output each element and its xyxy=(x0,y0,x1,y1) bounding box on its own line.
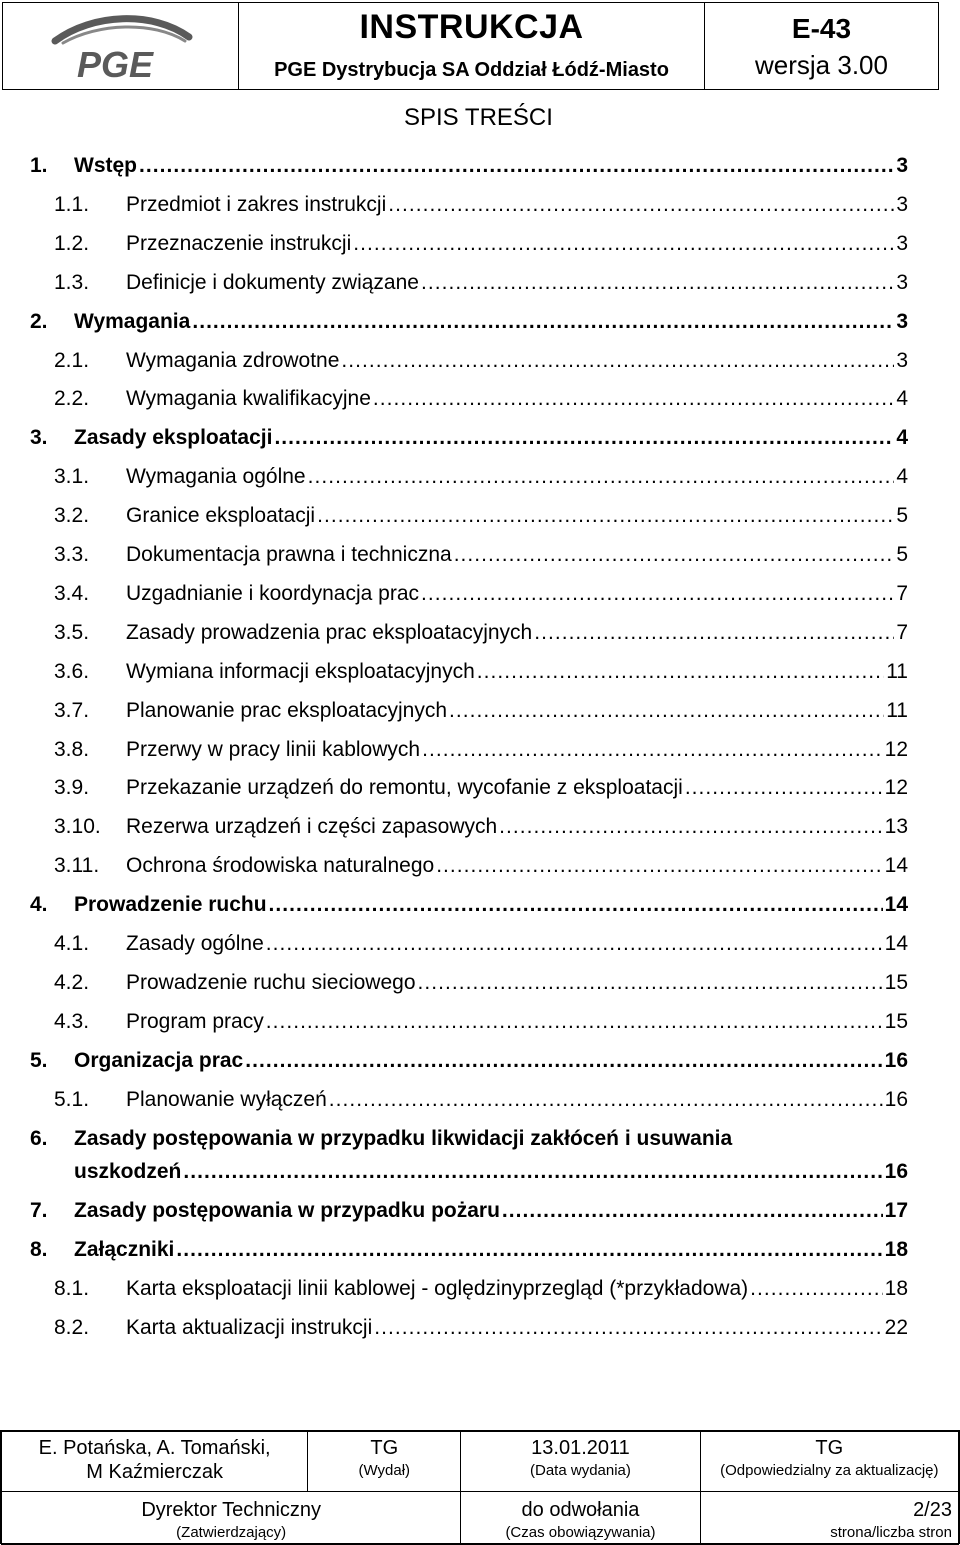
toc-entry-number: 3.8. xyxy=(54,737,90,761)
document-footer xyxy=(0,1430,960,1544)
footer-authors xyxy=(2,1432,308,1492)
toc-leader-dots xyxy=(245,1049,882,1073)
toc-entry-number: 6. xyxy=(30,1126,48,1150)
toc-entry-page: 3 xyxy=(896,231,908,255)
toc-entry-title: Ochrona środowiska naturalnego xyxy=(126,854,435,878)
toc-entry-page: 16 xyxy=(884,1160,908,1184)
toc-entry-title: Granice eksploatacji xyxy=(126,504,316,528)
toc-entry-number: 2. xyxy=(30,309,48,333)
toc-entry-title: Wstęp xyxy=(74,154,137,177)
toc-entry-number: 3.11. xyxy=(54,854,100,878)
toc-entry[interactable] xyxy=(0,1312,960,1344)
toc-entry-title: Rezerwa urządzeń i części zapasowych xyxy=(126,815,498,839)
footer-issue-date-label: (Data wydania) xyxy=(530,1462,631,1479)
toc-leader-dots xyxy=(266,932,883,956)
toc-entry-page: 22 xyxy=(884,1315,908,1339)
toc-leader-dots xyxy=(421,271,894,295)
footer-responsible-label: (Odpowiedzialny za aktualizację) xyxy=(720,1462,939,1479)
toc-entry-page: 3 xyxy=(896,154,908,177)
toc-entry-number: 3.7. xyxy=(54,698,90,722)
toc-entry-title-continued: uszkodzeń xyxy=(74,1160,182,1184)
footer-validity: do odwołania xyxy=(521,1499,640,1521)
footer-approver: Dyrektor Techniczny xyxy=(141,1499,322,1521)
toc-entry-page: 18 xyxy=(884,1277,908,1301)
toc-entry-title: Planowanie wyłączeń xyxy=(126,1087,327,1111)
footer-issue-date: 13.01.2011 xyxy=(531,1437,630,1459)
toc-entry-number: 1. xyxy=(30,154,48,177)
toc-entry-page: 3 xyxy=(896,192,908,216)
footer-authors-line2: M Kaźmierczak xyxy=(86,1461,223,1483)
pge-logo xyxy=(3,3,239,89)
toc-entry-title: Wymagania ogólne xyxy=(126,465,306,489)
toc-entry-number: 1.1. xyxy=(54,192,90,216)
toc-entry[interactable] xyxy=(0,422,960,454)
toc-entry-page: 12 xyxy=(884,737,908,761)
document-title: INSTRUKCJA xyxy=(359,8,584,46)
toc-entry[interactable] xyxy=(0,889,960,921)
toc-leader-dots xyxy=(139,154,894,178)
toc-entry-title: Zasady postępowania w przypadku likwidacji zakłóceń i usuwania xyxy=(74,1126,733,1150)
toc-entry[interactable] xyxy=(0,617,960,649)
organization-name: PGE Dystrybucja SA Oddział Łódź-Miasto xyxy=(274,59,669,81)
toc-entry-title: Organizacja prac xyxy=(74,1048,244,1072)
toc-entry[interactable] xyxy=(0,228,960,260)
toc-entry[interactable] xyxy=(0,811,960,843)
toc-entry[interactable] xyxy=(0,967,960,999)
footer-page-info-label: strona/liczba stron xyxy=(830,1524,952,1541)
toc-entry[interactable] xyxy=(0,500,960,532)
toc-entry-page: 4 xyxy=(896,465,908,489)
footer-approver-label: (Zatwierdzający) xyxy=(176,1524,287,1541)
toc-title: SPIS TREŚCI xyxy=(404,104,553,131)
toc-entry[interactable] xyxy=(0,772,960,804)
toc-entry[interactable] xyxy=(0,150,960,182)
toc-entry-number: 3.10. xyxy=(54,815,101,839)
document-code: E-43 xyxy=(791,13,852,44)
toc-leader-dots xyxy=(269,893,883,917)
toc-leader-dots xyxy=(274,426,894,450)
toc-entry-page: 15 xyxy=(884,1009,908,1033)
toc-entry-page: 12 xyxy=(884,776,908,800)
toc-entry-title: Wymagania kwalifikacyjne xyxy=(126,387,371,411)
toc-entry-number: 1.3. xyxy=(54,270,90,294)
toc-entry-page: 4 xyxy=(896,426,908,450)
toc-leader-dots xyxy=(266,1010,883,1034)
toc-entry[interactable] xyxy=(0,1234,960,1266)
toc-entry-number: 2.1. xyxy=(54,348,90,372)
toc-entry-page: 11 xyxy=(886,698,908,722)
toc-entry[interactable] xyxy=(0,383,960,415)
toc-entry-title: Prowadzenie ruchu sieciowego xyxy=(126,970,416,994)
footer-authors-line1: E. Potańska, A. Tomański, xyxy=(38,1437,271,1459)
toc-entry[interactable] xyxy=(0,1123,960,1155)
toc-leader-dots xyxy=(422,738,883,762)
toc-entry[interactable] xyxy=(0,928,960,960)
toc-leader-dots xyxy=(317,504,894,528)
toc-entry-title: Uzgadnianie i koordynacja prac xyxy=(126,581,420,605)
toc-entry-title: Dokumentacja prawna i techniczna xyxy=(126,543,452,566)
toc-entry-title: Karta eksploatacji linii kablowej - oględzinyprzegląd (*przykładowa) xyxy=(126,1277,749,1301)
toc-entry-title: Przeznaczenie instrukcji xyxy=(126,231,352,255)
toc-entry-title: Zasady eksploatacji xyxy=(74,426,273,450)
toc-entry-title: Przekazanie urządzeń do remontu, wycofanie z eksploatacji xyxy=(126,776,683,800)
footer-responsible: TG xyxy=(815,1437,844,1459)
toc-entry-page: 3 xyxy=(896,309,908,333)
toc-entry[interactable] xyxy=(0,461,960,493)
logo-text: PGE xyxy=(77,44,154,85)
toc-entry-number: 3.4. xyxy=(54,581,90,605)
toc-entry-number: 3.5. xyxy=(54,620,90,644)
toc-entry-page: 5 xyxy=(896,543,908,566)
toc-leader-dots xyxy=(685,776,883,800)
toc-entry[interactable] xyxy=(0,656,960,688)
toc-entry-number: 8.1. xyxy=(54,1277,90,1301)
toc-entry-page: 14 xyxy=(884,854,908,878)
toc-entry-number: 3.9. xyxy=(54,776,90,800)
toc-entry[interactable] xyxy=(0,578,960,610)
toc-leader-dots xyxy=(454,543,895,567)
toc-entry-title: Wymiana informacji eksploatacyjnych xyxy=(126,659,475,683)
toc-leader-dots xyxy=(421,582,894,606)
toc-entry-page: 16 xyxy=(884,1048,908,1072)
toc-leader-dots xyxy=(534,621,894,645)
toc-leader-dots xyxy=(388,193,894,217)
toc-entry[interactable] xyxy=(0,267,960,299)
pge-logo-icon xyxy=(3,3,238,89)
toc-entry-page: 14 xyxy=(884,893,908,917)
toc-entry-page: 3 xyxy=(896,270,908,294)
toc-entry[interactable] xyxy=(0,189,960,221)
toc-entry-number: 5.1. xyxy=(54,1087,90,1111)
toc-entry-page: 13 xyxy=(884,815,908,839)
toc-entry-number: 3.2. xyxy=(54,504,90,528)
toc-entry-title: Zasady ogólne xyxy=(126,932,264,955)
toc-leader-dots xyxy=(449,699,884,723)
toc-entry-continuation[interactable] xyxy=(0,1156,960,1188)
toc-entry-number: 4.3. xyxy=(54,1009,90,1033)
toc-entry-number: 3. xyxy=(30,426,48,450)
toc-entry-number: 5. xyxy=(30,1048,48,1072)
toc-entry-page: 4 xyxy=(896,387,908,411)
toc-entry-title: Wymagania zdrowotne xyxy=(126,348,340,372)
document-header xyxy=(2,2,939,90)
footer-issued-by-label: (Wydał) xyxy=(358,1462,411,1479)
toc-leader-dots xyxy=(750,1277,883,1301)
toc-leader-dots xyxy=(329,1088,883,1112)
toc-entry-number: 3.3. xyxy=(54,543,90,566)
toc-entry-title: Zasady postępowania w przypadku pożaru xyxy=(74,1199,500,1223)
toc-leader-dots xyxy=(499,815,882,839)
toc-entry-page: 7 xyxy=(896,581,908,605)
toc-entry-title: Wymagania xyxy=(74,309,191,333)
toc-entry[interactable] xyxy=(0,850,960,882)
toc-leader-dots xyxy=(374,1316,882,1340)
toc-leader-dots xyxy=(341,349,894,373)
toc-entry-number: 4.2. xyxy=(54,970,90,994)
toc-entry-title: Przerwy w pracy linii kablowych xyxy=(126,737,421,761)
toc-entry-page: 7 xyxy=(896,620,908,644)
footer-issued-by: TG xyxy=(370,1437,399,1459)
toc-entry-number: 7. xyxy=(30,1199,48,1223)
toc-entry-page: 16 xyxy=(884,1087,908,1111)
toc-entry-page: 14 xyxy=(884,932,908,955)
toc-entry-number: 8.2. xyxy=(54,1315,90,1339)
toc-entry-number: 3.1. xyxy=(54,465,90,489)
toc-entry-title: Program pracy xyxy=(126,1009,264,1033)
toc-leader-dots xyxy=(192,310,894,334)
toc-entry-page: 15 xyxy=(884,970,908,994)
toc-entry-page: 5 xyxy=(896,504,908,528)
toc-leader-dots xyxy=(502,1199,883,1223)
toc-leader-dots xyxy=(373,387,894,411)
toc-entry[interactable] xyxy=(0,695,960,727)
toc-entry-page: 11 xyxy=(886,659,908,683)
toc-entry[interactable] xyxy=(0,1273,960,1305)
toc-entry-title: Prowadzenie ruchu xyxy=(74,893,267,917)
footer-page-info: 2/23 xyxy=(913,1499,952,1521)
document-version: wersja 3.00 xyxy=(755,50,888,80)
toc-entry[interactable] xyxy=(0,1195,960,1227)
toc-entry-number: 8. xyxy=(30,1238,48,1262)
toc-entry[interactable] xyxy=(0,539,960,571)
toc-entry-title: Planowanie prac eksploatacyjnych xyxy=(126,698,448,722)
toc-entry[interactable] xyxy=(0,306,960,338)
toc-entry-title: Karta aktualizacji instrukcji xyxy=(126,1315,373,1339)
toc-entry-page: 3 xyxy=(896,348,908,372)
toc-entry[interactable] xyxy=(0,345,960,377)
toc-entry-title: Zasady prowadzenia prac eksploatacyjnych xyxy=(126,620,533,644)
toc-leader-dots xyxy=(477,660,884,684)
toc-entry-page: 18 xyxy=(884,1238,908,1262)
toc-entry-number: 2.2. xyxy=(54,387,90,411)
toc-entry[interactable] xyxy=(0,1084,960,1116)
toc-entry-page: 17 xyxy=(884,1199,908,1223)
toc-leader-dots xyxy=(418,971,883,995)
toc-entry-title: Definicje i dokumenty związane xyxy=(126,270,419,294)
toc-entry[interactable] xyxy=(0,734,960,766)
toc-entry[interactable] xyxy=(0,1045,960,1077)
toc-leader-dots xyxy=(436,854,882,878)
toc-entry-number: 4. xyxy=(30,893,48,917)
toc-entry-title: Załączniki xyxy=(74,1238,175,1262)
footer-validity-label: (Czas obowiązywania) xyxy=(505,1524,656,1541)
toc-leader-dots xyxy=(308,465,895,489)
toc-leader-dots xyxy=(176,1238,882,1262)
toc-entry[interactable] xyxy=(0,1006,960,1038)
toc-entry-title: Przedmiot i zakres instrukcji xyxy=(126,192,387,216)
toc-entry-number: 4.1. xyxy=(54,932,90,955)
toc-leader-dots xyxy=(183,1160,882,1184)
toc-entry-number: 1.2. xyxy=(54,231,90,255)
toc-leader-dots xyxy=(353,232,894,256)
toc-entry-number: 3.6. xyxy=(54,659,90,683)
